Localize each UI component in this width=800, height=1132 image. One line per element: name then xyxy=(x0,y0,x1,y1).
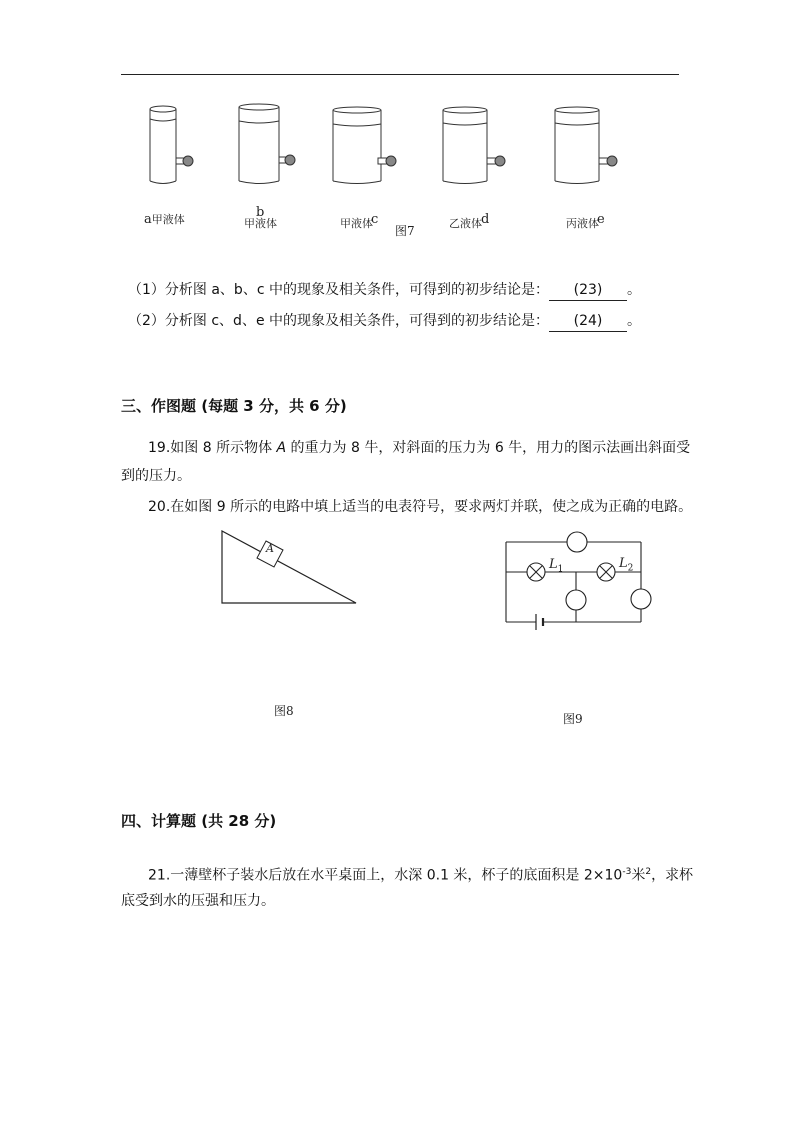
blank-number: (23) xyxy=(573,282,603,298)
lamp-letter: L xyxy=(549,557,558,572)
lamp-l1-label xyxy=(549,557,563,575)
question-text: （1）分析图 a、b、c 中的现象及相关条件，可得到的初步结论是： xyxy=(128,282,549,298)
question-suffix: 。 xyxy=(627,313,642,329)
liquid-label: 甲液体 xyxy=(151,213,185,226)
liquid-label: 乙液体 xyxy=(449,217,482,230)
lamp-l2-label xyxy=(619,556,633,574)
q19-text-b: 的重力为 8 牛，对斜面的压力为 6 牛，用力的图示法画出斜面受 xyxy=(286,440,691,456)
question-21 xyxy=(148,861,693,887)
q21-exponent: -3 xyxy=(622,867,632,877)
question-21-line-2: 底受到水的压强和压力。 xyxy=(121,893,275,909)
cylinder-letter: a xyxy=(144,212,152,227)
lamp-subscript: 2 xyxy=(627,563,634,574)
q21-text-a: 21.一薄壁杯子装水后放在水平桌面上，水深 0.1 米，杯子的底面积是 2×10 xyxy=(148,867,623,884)
meter-slot-middle xyxy=(566,590,586,610)
lamp-subscript: 1 xyxy=(557,564,564,575)
q21-unit-exponent: 2 xyxy=(645,867,652,877)
blank-number: (24) xyxy=(573,313,603,329)
lamp-letter: L xyxy=(619,556,628,571)
meter-slot-top xyxy=(567,532,587,552)
lamp-l1-icon xyxy=(527,563,545,581)
block-label-a: A xyxy=(266,542,274,555)
question-suffix: 。 xyxy=(626,282,641,298)
q21-text-c: ，求杯 xyxy=(651,867,694,884)
question-20: 20.在如图 9 所示的电路中填上适当的电表符号，要求两灯并联，使之成为正确的电路。 xyxy=(148,499,693,515)
liquid-label: 甲液体 xyxy=(244,217,277,230)
question-text: （2）分析图 c、d、e 中的现象及相关条件，可得到的初步结论是： xyxy=(128,313,550,329)
q21-unit: 米 xyxy=(631,867,646,884)
liquid-label: 丙液体 xyxy=(566,217,599,230)
liquid-label: 甲液体 xyxy=(340,217,373,230)
question-19-line-2: 到的压力。 xyxy=(121,468,191,484)
q19-object-a: A xyxy=(276,440,287,456)
section-4-title: 四、计算题 (共 28 分) xyxy=(121,812,277,830)
figure-9-caption: 图9 xyxy=(563,712,583,726)
figure-7-caption: 图7 xyxy=(395,224,415,238)
cylinder-letter: e xyxy=(597,212,605,227)
meter-slot-right xyxy=(631,589,651,609)
cylinder-letter: c xyxy=(371,212,379,227)
q19-text-a: 19.如图 8 所示物体 xyxy=(148,440,277,456)
cylinder-letter: d xyxy=(481,212,490,227)
section-3-title: 三、作图题 (每题 3 分，共 6 分) xyxy=(121,397,347,415)
cylinder-letter: b xyxy=(256,205,265,220)
figure-8-caption: 图8 xyxy=(274,704,294,718)
lamp-l2-icon xyxy=(597,563,615,581)
